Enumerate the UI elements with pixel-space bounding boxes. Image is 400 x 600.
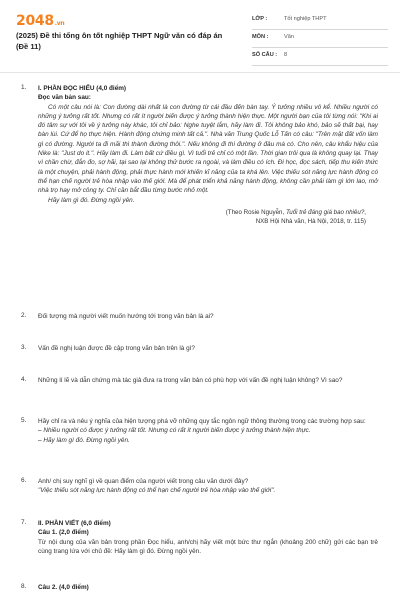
question-body <box>38 519 378 556</box>
question-number: 5. <box>21 417 27 424</box>
page-title: (2025) Đề thi tổng ôn tốt nghiệp THPT Ngữ văn có đáp án (Đề 11) <box>16 31 223 51</box>
question-text: Vấn đề nghị luận được đề cập trong văn bản trên là gì? <box>38 345 195 352</box>
site-logo[interactable]: 2048.vn <box>16 13 65 29</box>
section-heading: I. PHẦN ĐỌC HIỂU (4,0 điểm) <box>38 85 127 92</box>
meta-value: Văn <box>284 34 294 40</box>
section-subheading: Đọc văn bản sau: <box>38 94 91 102</box>
example-line: – Nhiều người có được ý tưởng rất tốt. Nhưng có rất ít người biến được ý tưởng thành hiện thực. <box>38 427 311 435</box>
question-text: Đối tượng mà người viết muốn hướng tới trong văn bản là ai? <box>38 313 214 320</box>
question-number: 2. <box>21 312 27 319</box>
meta-label: SỐ CÂU : <box>252 52 278 58</box>
meta-value: 8 <box>284 52 288 58</box>
meta-row-subject <box>252 30 388 48</box>
exam-meta <box>252 12 388 66</box>
question-body <box>38 417 378 445</box>
question-number: 6. <box>21 477 27 484</box>
question-text: Hãy chỉ ra và nêu ý nghĩa của hiện tượng phá vỡ những quy tắc ngôn ngữ thông thường trong các trường hợp sau: <box>38 418 366 425</box>
passage-closing: Hãy làm gì đó. Đừng ngồi yên. <box>48 196 135 204</box>
question-number: 8. <box>21 583 27 590</box>
question-text: Từ nội dung của văn bản trong phần Đọc hiểu, anh/chị hãy viết một bức thư ngắn (khoảng 200 chữ) gửi các bạn trẻ cùng trang lứa với chủ đề: Hãy làm gì đó. Đừng ngồi yên. <box>38 538 378 555</box>
question-subheading: Câu 1. (2,0 điểm) <box>38 529 89 537</box>
section-heading: II. PHẦN VIẾT (6,0 điểm) <box>38 520 111 527</box>
page-header <box>0 0 400 72</box>
question-number: 1. <box>21 84 27 91</box>
question-body <box>38 84 378 226</box>
header-divider <box>0 72 400 73</box>
example-line: – Hãy làm gì đó. Đừng ngồi yên. <box>38 436 130 444</box>
meta-value: Tốt nghiệp THPT <box>284 16 327 22</box>
question-text: Anh/ chị suy nghĩ gì về quan điểm của người viết trong câu văn dưới đây? <box>38 478 249 485</box>
question-text: Những lí lẽ và dẫn chứng mà tác giả đưa ra trong văn bản có phù hợp với vấn đề nghị luận không? Vì sao? <box>38 377 343 384</box>
reading-passage: Có một câu nói là: Con đường dài nhất là con đường từ cái đầu đến bàn tay. Ý tưởng nhiều vô kể. Nhiều người có những ý tưởng rất tốt. Nhưng có rất ít người biến được ý tưởng thành hiện thực. Một người bạn của tôi từng nói: "Khi ai đó tâm sự với tôi về ý tưởng này khác, tôi chỉ bảo: Nghe tuyệt lắm, hãy làm đi. Tôi không bảo khó, bảo sẽ thất bại, hay bàn lùi. Cứ để họ thực hiện. Hành động chứng minh tất cả.". Nhà văn Trung Quốc Lỗ Tấn có câu: "Trên mặt đất vốn làm gì có đường. Người ta đi mãi thì thành đường thôi.". Nếu không đi thì đường ở đâu mà có. Cho nên, câu khẩu hiệu của Nike là: "Just do it.". Hãy làm đi. Làm bất cứ điều gì. Vì tuổi trẻ chỉ có một lần. Thời gian trôi qua là không quay lại. Thay vì chần chừ, đắn đo, sợ hãi, tại sao lại không thử bước ra ngoài, và làm điều có ích. Đi học, đọc sách, tiếp thu kiến thức là một chuyện, phải hành động, phải thực hành mới khiến kĩ năng của ta khá lên. Việc thiếu sót năng lực hành động có thể hạn chế người trẻ hòa nhập vào thế giới. Mà để phát triển khả năng hành động, không cần phải làm gì lớn lao, mở nhà trọ hay mở công ty. Chỉ cần bắt đầu từng bước nhỏ một. <box>38 103 378 195</box>
quoted-sentence: "Việc thiếu sót năng lực hành động có thể hạn chế người trẻ hòa nhập vào thế giới". <box>38 487 276 495</box>
meta-label: LỚP : <box>252 16 268 22</box>
question-number: 4. <box>21 376 27 383</box>
meta-label: MÔN : <box>252 34 269 40</box>
passage-source: (Theo Rosie Nguyễn, Tuổi trẻ đáng giá bao nhiêu?, NXB Hội Nhà văn, Hà Nội, 2018, tr. 115) <box>225 208 366 226</box>
meta-row-class <box>252 12 388 30</box>
question-body <box>38 477 378 496</box>
question-number: 3. <box>21 344 27 351</box>
question-number: 7. <box>21 519 27 526</box>
question-subheading: Câu 2. (4,0 điểm) <box>38 584 89 591</box>
meta-row-count <box>252 48 388 66</box>
